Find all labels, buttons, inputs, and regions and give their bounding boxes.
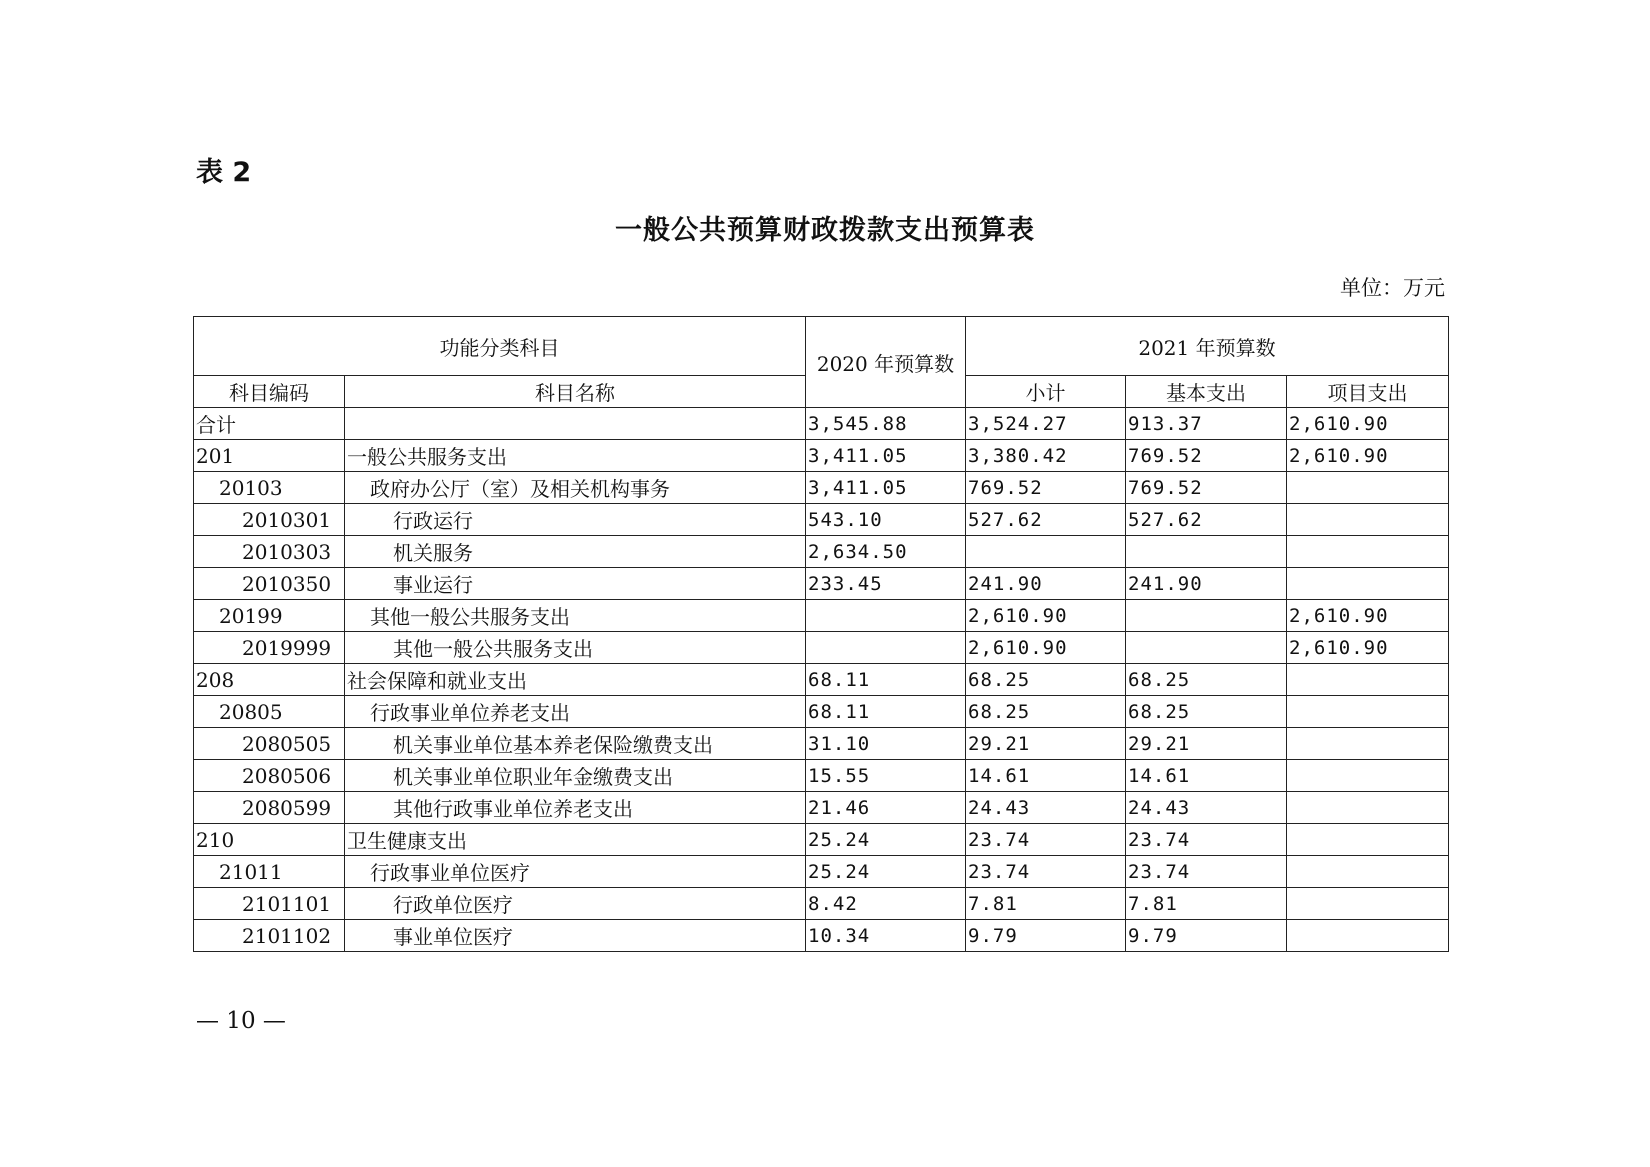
cell-project (1287, 568, 1449, 600)
cell-subtotal: 7.81 (966, 888, 1126, 920)
table-row (194, 728, 1449, 760)
header-budget-2021: 2021 年预算数 (966, 317, 1449, 376)
table-row (194, 760, 1449, 792)
cell-name: 机关事业单位基本养老保险缴费支出 (345, 728, 806, 760)
cell-subtotal: 769.52 (966, 472, 1126, 504)
cell-name: 其他一般公共服务支出 (345, 632, 806, 664)
cell-code: 20805 (194, 696, 345, 728)
cell-code: 2010350 (194, 568, 345, 600)
cell-name: 机关事业单位职业年金缴费支出 (345, 760, 806, 792)
cell-budget-2020 (806, 632, 966, 664)
table-row (194, 408, 1449, 440)
cell-name: 事业运行 (345, 568, 806, 600)
cell-project (1287, 760, 1449, 792)
table-label: 表 2 (196, 157, 252, 188)
cell-subtotal: 241.90 (966, 568, 1126, 600)
cell-name: 社会保障和就业支出 (345, 664, 806, 696)
table-row (194, 632, 1449, 664)
table-row (194, 664, 1449, 696)
cell-subtotal: 23.74 (966, 856, 1126, 888)
cell-project: 2,610.90 (1287, 600, 1449, 632)
table-body (194, 408, 1449, 952)
cell-subtotal: 3,524.27 (966, 408, 1126, 440)
cell-basic: 9.79 (1126, 920, 1287, 952)
cell-subtotal (966, 536, 1126, 568)
cell-budget-2020: 3,411.05 (806, 440, 966, 472)
cell-budget-2020: 68.11 (806, 664, 966, 696)
cell-name: 一般公共服务支出 (345, 440, 806, 472)
cell-code: 21011 (194, 856, 345, 888)
cell-budget-2020: 31.10 (806, 728, 966, 760)
cell-budget-2020: 543.10 (806, 504, 966, 536)
cell-budget-2020 (806, 600, 966, 632)
cell-budget-2020: 3,411.05 (806, 472, 966, 504)
cell-subtotal: 14.61 (966, 760, 1126, 792)
cell-code: 2010303 (194, 536, 345, 568)
unit-label: 单位：万元 (1340, 276, 1445, 300)
cell-subtotal: 2,610.90 (966, 600, 1126, 632)
table-row (194, 568, 1449, 600)
cell-basic: 68.25 (1126, 696, 1287, 728)
cell-basic: 24.43 (1126, 792, 1287, 824)
header-code: 科目编码 (194, 376, 345, 408)
cell-code: 210 (194, 824, 345, 856)
cell-basic: 769.52 (1126, 440, 1287, 472)
cell-basic: 527.62 (1126, 504, 1287, 536)
cell-subtotal: 29.21 (966, 728, 1126, 760)
cell-subtotal: 9.79 (966, 920, 1126, 952)
cell-project (1287, 472, 1449, 504)
cell-budget-2020: 21.46 (806, 792, 966, 824)
header-project: 项目支出 (1287, 376, 1449, 408)
cell-basic: 913.37 (1126, 408, 1287, 440)
cell-code: 2101102 (194, 920, 345, 952)
header-subtotal: 小计 (966, 376, 1126, 408)
cell-code: 2080599 (194, 792, 345, 824)
cell-project (1287, 664, 1449, 696)
cell-project (1287, 696, 1449, 728)
cell-subtotal: 3,380.42 (966, 440, 1126, 472)
cell-name: 政府办公厅（室）及相关机构事务 (345, 472, 806, 504)
cell-project: 2,610.90 (1287, 408, 1449, 440)
cell-code: 2080506 (194, 760, 345, 792)
cell-name: 其他行政事业单位养老支出 (345, 792, 806, 824)
cell-basic: 29.21 (1126, 728, 1287, 760)
cell-name (345, 408, 806, 440)
cell-basic: 241.90 (1126, 568, 1287, 600)
cell-subtotal: 527.62 (966, 504, 1126, 536)
cell-project (1287, 920, 1449, 952)
cell-budget-2020: 2,634.50 (806, 536, 966, 568)
table-header (194, 317, 1449, 408)
cell-budget-2020: 25.24 (806, 856, 966, 888)
cell-project (1287, 888, 1449, 920)
cell-name: 行政事业单位养老支出 (345, 696, 806, 728)
cell-project (1287, 728, 1449, 760)
cell-name: 机关服务 (345, 536, 806, 568)
cell-code: 2101101 (194, 888, 345, 920)
cell-subtotal: 23.74 (966, 824, 1126, 856)
cell-code: 合计 (194, 408, 345, 440)
cell-subtotal: 68.25 (966, 696, 1126, 728)
cell-basic (1126, 600, 1287, 632)
cell-budget-2020: 10.34 (806, 920, 966, 952)
page-title: 一般公共预算财政拨款支出预算表 (615, 215, 1035, 246)
cell-name: 卫生健康支出 (345, 824, 806, 856)
cell-basic: 769.52 (1126, 472, 1287, 504)
cell-basic: 23.74 (1126, 856, 1287, 888)
header-function-category: 功能分类科目 (194, 317, 806, 376)
cell-basic: 68.25 (1126, 664, 1287, 696)
table-row (194, 600, 1449, 632)
cell-project: 2,610.90 (1287, 632, 1449, 664)
table-row (194, 696, 1449, 728)
cell-subtotal: 2,610.90 (966, 632, 1126, 664)
cell-basic: 7.81 (1126, 888, 1287, 920)
header-budget-2020: 2020 年预算数 (806, 317, 966, 408)
table-row (194, 536, 1449, 568)
page-number: — 10 — (196, 1008, 286, 1034)
cell-project (1287, 536, 1449, 568)
cell-code: 2019999 (194, 632, 345, 664)
cell-name: 其他一般公共服务支出 (345, 600, 806, 632)
table-row (194, 856, 1449, 888)
header-name: 科目名称 (345, 376, 806, 408)
table-row (194, 920, 1449, 952)
budget-table (193, 316, 1449, 952)
cell-basic: 14.61 (1126, 760, 1287, 792)
cell-code: 2080505 (194, 728, 345, 760)
cell-budget-2020: 25.24 (806, 824, 966, 856)
cell-code: 201 (194, 440, 345, 472)
table-row (194, 472, 1449, 504)
header-row-top (194, 317, 1449, 376)
cell-basic (1126, 632, 1287, 664)
cell-name: 行政单位医疗 (345, 888, 806, 920)
cell-project (1287, 856, 1449, 888)
cell-project (1287, 504, 1449, 536)
cell-project (1287, 824, 1449, 856)
cell-code: 2010301 (194, 504, 345, 536)
cell-budget-2020: 68.11 (806, 696, 966, 728)
cell-name: 行政运行 (345, 504, 806, 536)
cell-subtotal: 68.25 (966, 664, 1126, 696)
cell-name: 事业单位医疗 (345, 920, 806, 952)
cell-budget-2020: 233.45 (806, 568, 966, 600)
table-row (194, 792, 1449, 824)
table-row (194, 888, 1449, 920)
cell-code: 20103 (194, 472, 345, 504)
cell-code: 208 (194, 664, 345, 696)
table-row (194, 824, 1449, 856)
cell-project (1287, 792, 1449, 824)
cell-basic (1126, 536, 1287, 568)
cell-code: 20199 (194, 600, 345, 632)
cell-subtotal: 24.43 (966, 792, 1126, 824)
table-row (194, 504, 1449, 536)
header-basic: 基本支出 (1126, 376, 1287, 408)
cell-project: 2,610.90 (1287, 440, 1449, 472)
cell-name: 行政事业单位医疗 (345, 856, 806, 888)
cell-basic: 23.74 (1126, 824, 1287, 856)
cell-budget-2020: 15.55 (806, 760, 966, 792)
table-row (194, 440, 1449, 472)
cell-budget-2020: 3,545.88 (806, 408, 966, 440)
cell-budget-2020: 8.42 (806, 888, 966, 920)
